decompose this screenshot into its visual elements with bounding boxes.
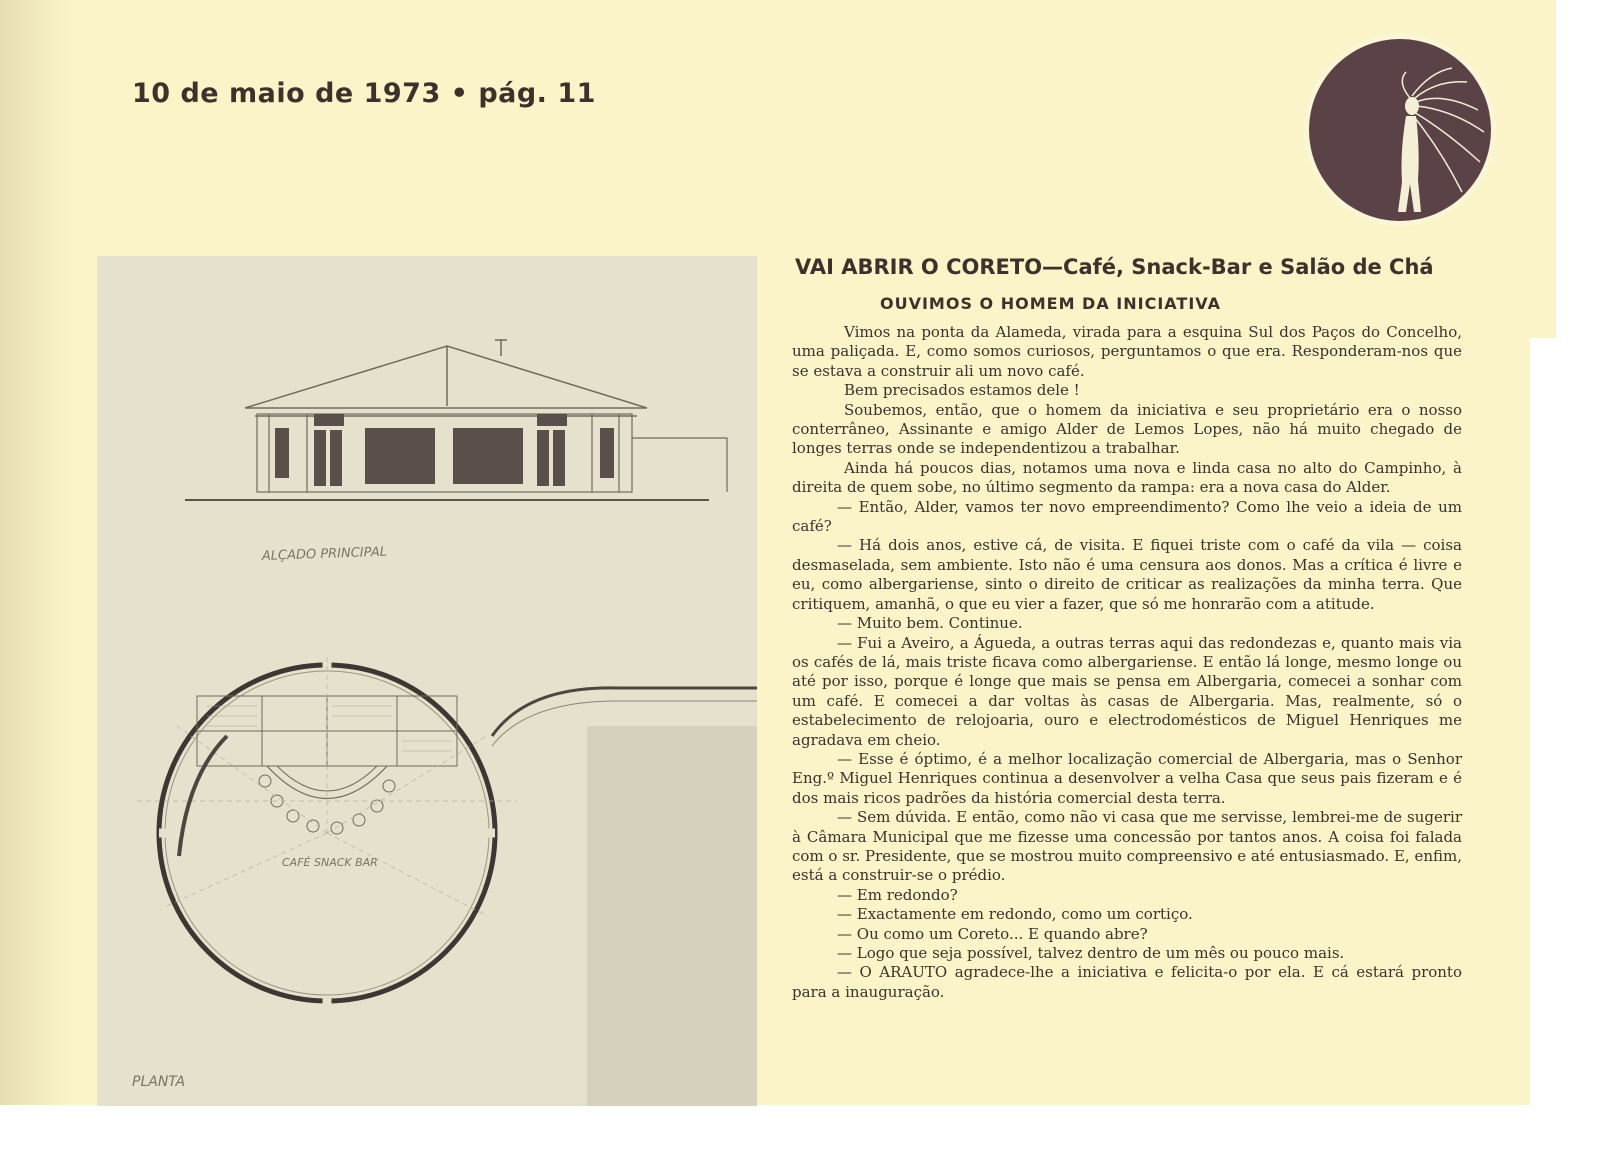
date-page-header: 10 de maio de 1973 • pág. 11 (132, 78, 596, 109)
article-paragraph: — Exactamente em redondo, como um cortiço. (837, 905, 1193, 924)
cafe-label: CAFÉ SNACK BAR (282, 856, 378, 869)
architectural-drawing (97, 256, 757, 1106)
page-edge-shadow (0, 0, 70, 1105)
article-paragraph: — Ou como um Coreto... E quando abre? (837, 924, 1148, 943)
scan-margin-bottom (100, 1105, 1600, 1164)
article-paragraph: Bem precisados estamos dele ! (844, 381, 1080, 400)
article-paragraph: — Sem dúvida. E então, como não vi casa que me servisse, lembrei-me de sugerir à Câmara Municipal que me fizesse uma concessão por tantos anos. A coisa foi falada com o sr. Presidente, que se mostrou muito compreensivo e até entusiasmado. E, enfim, está a construir-se o prédio. (792, 808, 1462, 885)
article-headline: VAI ABRIR O CORETO—Café, Snack-Bar e Salão de Chá (795, 255, 1434, 279)
scan-margin-right (1556, 0, 1600, 1164)
article-paragraph: — Há dois anos, estive cá, de visita. E fiquei triste com o café da vila — coisa desmaselada, sem ambiente. Isto não é uma censura aos donos. Mas a crítica é livre e eu, como albergariense, sinto o direito de criticar as realizações da minha terra. Que critiquem, amanhã, o que eu vier a fazer, que só me honrarão com a atitude. (792, 536, 1462, 613)
article-paragraph: — Então, Alder, vamos ter novo empreendimento? Como lhe veio a ideia de um café? (792, 497, 1462, 536)
article-paragraph: — Esse é óptimo, é a melhor localização comercial de Albergaria, mas o Senhor Eng.º Miguel Henriques continua a desenvolver a velha Casa que seus pais fizeram e é dos mais ricos padrões da história comercial desta terra. (792, 749, 1462, 807)
drawing-svg (97, 256, 757, 1106)
article-paragraph: Vimos na ponta da Alameda, virada para a esquina Sul dos Paços do Concelho, uma paliçada. E, como somos curiosos, perguntamos o que era. Responderam-nos que se estava a construir ali um novo café. (792, 323, 1462, 380)
article-paragraph: — Em redondo? (837, 885, 958, 904)
article-paragraph: — Fui a Aveiro, a Águeda, a outras terras aqui das redondezas e, quanto mais via os cafés de lá, mais triste ficava como albergariense. E então lá longe, mesmo longe ou até por isso, porque é longe que mais se pensa em Albergaria, comecei a sonhar com um café. E comecei a dar voltas às casas de Albergaria. Mas, realmente, só o estabelecimento de relojoaria, ouro e electrodomésticos de Miguel Henriques me agradava em cheio. (792, 633, 1462, 749)
article-paragraph: Soubemos, então, que o homem da iniciativa e seu proprietário era o nosso conterrâneo, Assinante e amigo Alder de Lemos Lopes, não há muito chegado de longes terras onde se independentizou a trabalhar. (792, 400, 1462, 458)
article-subheadline: OUVIMOS O HOMEM DA INICIATIVA (880, 294, 1221, 313)
article-paragraph: — Muito bem. Continue. (837, 614, 1023, 633)
article-paragraph: — O ARAUTO agradece-lhe a iniciativa e felicita-o por ela. E cá estará pronto para a inauguração. (792, 963, 1462, 1001)
article-paragraph: — Logo que seja possível, talvez dentro de um mês ou pouco mais. (837, 944, 1345, 962)
plan-label: PLANTA (132, 1074, 186, 1090)
scan-margin-notch (1530, 338, 1556, 1105)
elevation-label: ALÇADO PRINCIPAL (261, 544, 388, 564)
article-paragraph: Ainda há poucos dias, notamos uma nova e linda casa no alto do Campinho, à direita de quem sobe, no último segmento da rampa: era a nova casa do Alder. (792, 458, 1462, 497)
article-body (792, 323, 1462, 1002)
emblem-logo (1302, 32, 1498, 228)
